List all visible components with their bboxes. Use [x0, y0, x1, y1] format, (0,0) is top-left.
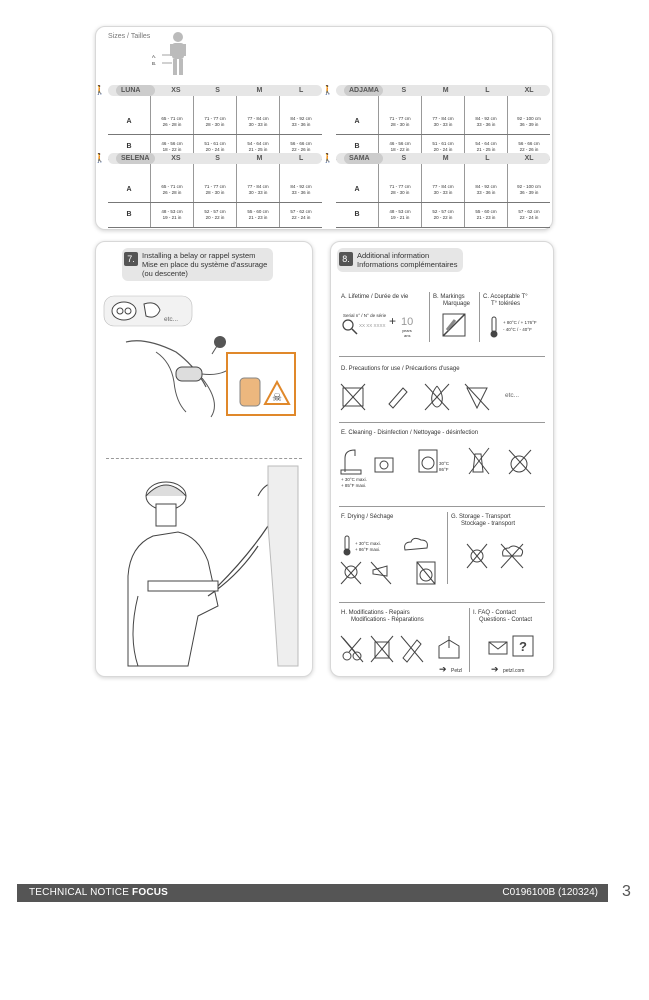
size-label: M	[442, 155, 449, 162]
years-unit: years	[402, 328, 412, 333]
precautions-title: D. Precautions for use / Précautions d'usage	[341, 366, 460, 372]
rinse-temp-f: + 85°F maxi.	[341, 483, 367, 488]
size-table-luna	[94, 85, 322, 160]
size-table-header	[336, 85, 550, 96]
size-table-sama	[322, 153, 550, 228]
size-label: S	[215, 155, 220, 162]
fig-label-b: B.	[152, 61, 157, 66]
notice-label: TECHNICAL NOTICE	[29, 887, 133, 898]
size-label: L	[485, 87, 490, 94]
dry-temp-c: + 30°C maxi.	[355, 541, 381, 546]
divider-bc	[479, 292, 480, 342]
table-row	[336, 178, 550, 203]
size-label: S	[215, 87, 220, 94]
lifetime-title: A. Lifetime / Durée de vie	[341, 294, 409, 300]
size-cell: 54 - 64 cm 21 - 25 in	[464, 135, 507, 159]
serial-placeholder: XX XX XXXX	[359, 323, 386, 328]
size-cell: 77 - 84 cm 30 - 33 in	[421, 110, 464, 134]
document-code: C0196100B (120324)	[502, 887, 598, 898]
size-cell: 46 - 56 cm 18 - 22 in	[150, 135, 193, 159]
page-number: 3	[622, 883, 631, 900]
storage-title: G. Storage - Transport	[451, 514, 511, 520]
precautions-etc: etc...	[505, 392, 520, 399]
size-label: S	[401, 155, 407, 162]
model-name: SAMA	[344, 153, 383, 164]
size-label: XL	[524, 87, 534, 94]
divider	[339, 602, 545, 603]
row-label: A	[126, 118, 132, 125]
svg-text:?: ?	[519, 639, 527, 654]
section-7-title-fr2: (ou descente)	[142, 269, 188, 278]
table-row	[108, 110, 322, 135]
size-table-header	[336, 153, 550, 164]
size-cell: 71 - 77 cm 28 - 30 in	[378, 178, 421, 202]
section-7-title-fr: Mise en place du système d'assurage	[142, 260, 268, 269]
model-name: ADJAMA	[344, 85, 383, 96]
size-cell: 48 - 53 cm 19 - 21 in	[150, 203, 193, 227]
size-cell: 84 - 92 cm 33 - 36 in	[279, 110, 322, 134]
person-icon: 🚶	[94, 153, 106, 163]
markings-icon	[441, 312, 467, 338]
size-label: S	[401, 87, 407, 94]
table-row	[108, 178, 322, 203]
table-row	[336, 110, 550, 135]
size-cell: 57 - 62 cm 22 - 24 in	[279, 203, 322, 227]
size-label: L	[298, 155, 304, 162]
serial-label: Serial n° / N° de série	[343, 313, 387, 318]
section-7-header	[122, 248, 273, 281]
devices-etc: etc...	[164, 316, 179, 323]
petzl-service: Petzl	[451, 668, 463, 674]
size-label: XS	[171, 87, 181, 94]
section-7-panel	[95, 241, 313, 677]
divider-hi	[469, 608, 470, 672]
size-label: XL	[524, 155, 534, 162]
temperature-title: C. Acceptable T°	[483, 294, 528, 300]
row-label: B	[126, 211, 132, 218]
row-label: A	[354, 118, 360, 125]
size-cell: 51 - 61 cm 20 - 24 in	[193, 135, 236, 159]
product-name: FOCUS	[132, 887, 169, 898]
footer-title	[29, 887, 168, 898]
size-cell: 92 - 100 cm 36 - 39 in	[507, 178, 550, 202]
model-name: SELENA	[116, 153, 155, 164]
section-8-header	[337, 248, 463, 272]
row-label: A	[126, 186, 132, 193]
size-label: L	[485, 155, 490, 162]
svg-text:☠: ☠	[272, 392, 282, 404]
size-cell: 65 - 71 cm 26 - 28 in	[150, 110, 193, 134]
modifications-title: H. Modifications - Repairs	[341, 610, 410, 616]
section-8-number: 8.	[339, 252, 353, 266]
faq-title-fr: Questions - Contact	[479, 617, 533, 623]
size-label: M	[256, 87, 263, 94]
size-cell: 57 - 62 cm 22 - 24 in	[507, 203, 550, 227]
size-cell: 55 - 60 cm 21 - 23 in	[464, 203, 507, 227]
dashed-divider	[106, 458, 302, 459]
modification-icons	[341, 636, 477, 666]
row-label: B	[354, 211, 360, 218]
size-cell: 52 - 57 cm 20 - 22 in	[421, 203, 464, 227]
person-icon: 🚶	[322, 153, 334, 163]
size-cell: 52 - 57 cm 20 - 22 in	[193, 203, 236, 227]
fig-label-a: A.	[152, 54, 157, 59]
sizes-title: Sizes / Tailles	[108, 33, 151, 40]
section-8-panel	[330, 241, 554, 677]
markings-title-fr: Marquage	[443, 301, 471, 307]
size-cell: 71 - 77 cm 28 - 30 in	[193, 178, 236, 202]
sizes-panel	[95, 26, 553, 230]
divider-fg	[447, 512, 448, 584]
size-cell: 65 - 71 cm 26 - 28 in	[150, 178, 193, 202]
size-cell: 54 - 64 cm 21 - 25 in	[236, 135, 279, 159]
size-cell: 77 - 84 cm 30 - 33 in	[236, 178, 279, 202]
precaution-icons	[341, 384, 501, 410]
wash-temp-c: 30°C	[439, 461, 450, 466]
dry-temp-f: + 86°F maxi.	[355, 547, 381, 552]
forbidden-icon	[264, 380, 290, 406]
size-cell: 77 - 84 cm 30 - 33 in	[421, 178, 464, 202]
size-cell: 55 - 60 cm 21 - 23 in	[236, 203, 279, 227]
markings-title: B. Markings	[433, 294, 465, 300]
size-cell: 56 - 66 cm 22 - 26 in	[507, 135, 550, 159]
section-7-title-en: Installing a belay or rappel system	[142, 251, 256, 260]
divider	[339, 356, 545, 357]
size-cell: 92 - 100 cm 36 - 39 in	[507, 110, 550, 134]
person-icon: 🚶	[94, 85, 106, 95]
temperature-title-fr: T° tolérées	[491, 301, 521, 307]
size-cell: 71 - 77 cm 28 - 30 in	[193, 110, 236, 134]
size-table-header	[108, 85, 322, 96]
contact-icons	[489, 636, 539, 658]
years-value: 10	[401, 316, 414, 328]
years-unit-fr: ans	[404, 333, 411, 338]
arrow-icon: ➔	[439, 664, 447, 674]
size-label: L	[298, 87, 304, 94]
size-cell: 71 - 77 cm 28 - 30 in	[378, 110, 421, 134]
row-label: A	[354, 186, 360, 193]
arrow-icon: ➔	[491, 664, 499, 674]
magnifier-icon	[341, 318, 359, 336]
size-label: M	[256, 155, 263, 162]
size-cell: 77 - 84 cm 30 - 33 in	[236, 110, 279, 134]
climber-illustration	[108, 466, 298, 666]
size-label: M	[442, 87, 449, 94]
body-measure-figure	[158, 31, 198, 79]
petzl-url: petzl.com	[503, 668, 525, 674]
divider	[339, 422, 545, 423]
size-table-selena	[94, 153, 322, 228]
size-table-adjama	[322, 85, 550, 160]
divider	[339, 506, 545, 507]
table-row	[108, 203, 322, 228]
size-table-header	[108, 153, 322, 164]
plus-sign: +	[389, 314, 397, 328]
storage-icons	[467, 544, 527, 568]
row-label: B	[354, 143, 360, 150]
size-cell: 84 - 92 cm 33 - 36 in	[279, 178, 322, 202]
rinse-temp-c: + 30°C maxi.	[341, 477, 367, 482]
divider-ab	[429, 292, 430, 342]
cleaning-title: E. Cleaning - Disinfection / Nettoyage - désinfection	[341, 430, 479, 436]
size-cell: 84 - 92 cm 33 - 36 in	[464, 178, 507, 202]
row-label: B	[126, 143, 132, 150]
size-label: XS	[171, 155, 181, 162]
wash-temp-f: 86°F	[439, 467, 449, 472]
size-cell: 56 - 66 cm 22 - 26 in	[279, 135, 322, 159]
belay-device-icons	[104, 296, 204, 326]
size-cell: 46 - 56 cm 18 - 22 in	[378, 135, 421, 159]
footer-bar	[17, 884, 608, 902]
section-8-title-en: Additional information	[357, 251, 430, 260]
temp-cold: - 40°C / - 40°F	[503, 327, 532, 332]
storage-title-fr: Stockage - transport	[461, 521, 516, 527]
drying-title: F. Drying / Séchage	[341, 514, 394, 520]
table-row	[336, 203, 550, 228]
model-name: LUNA	[116, 85, 155, 96]
section-8-title-fr: Informations complémentaires	[357, 260, 458, 269]
size-cell: 48 - 53 cm 19 - 21 in	[378, 203, 421, 227]
section-7-number: 7.	[124, 252, 138, 266]
person-icon: 🚶	[322, 85, 334, 95]
warning-inset	[226, 352, 296, 416]
modifications-title-fr: Modifications - Réparations	[351, 617, 424, 623]
thermometer-icon	[489, 316, 499, 338]
belay-device-detail	[236, 374, 264, 410]
temp-hot: + 80°C / + 176°F	[503, 320, 537, 325]
faq-title: I. FAQ - Contact	[473, 610, 517, 616]
size-cell: 84 - 92 cm 33 - 36 in	[464, 110, 507, 134]
size-cell: 51 - 61 cm 20 - 24 in	[421, 135, 464, 159]
